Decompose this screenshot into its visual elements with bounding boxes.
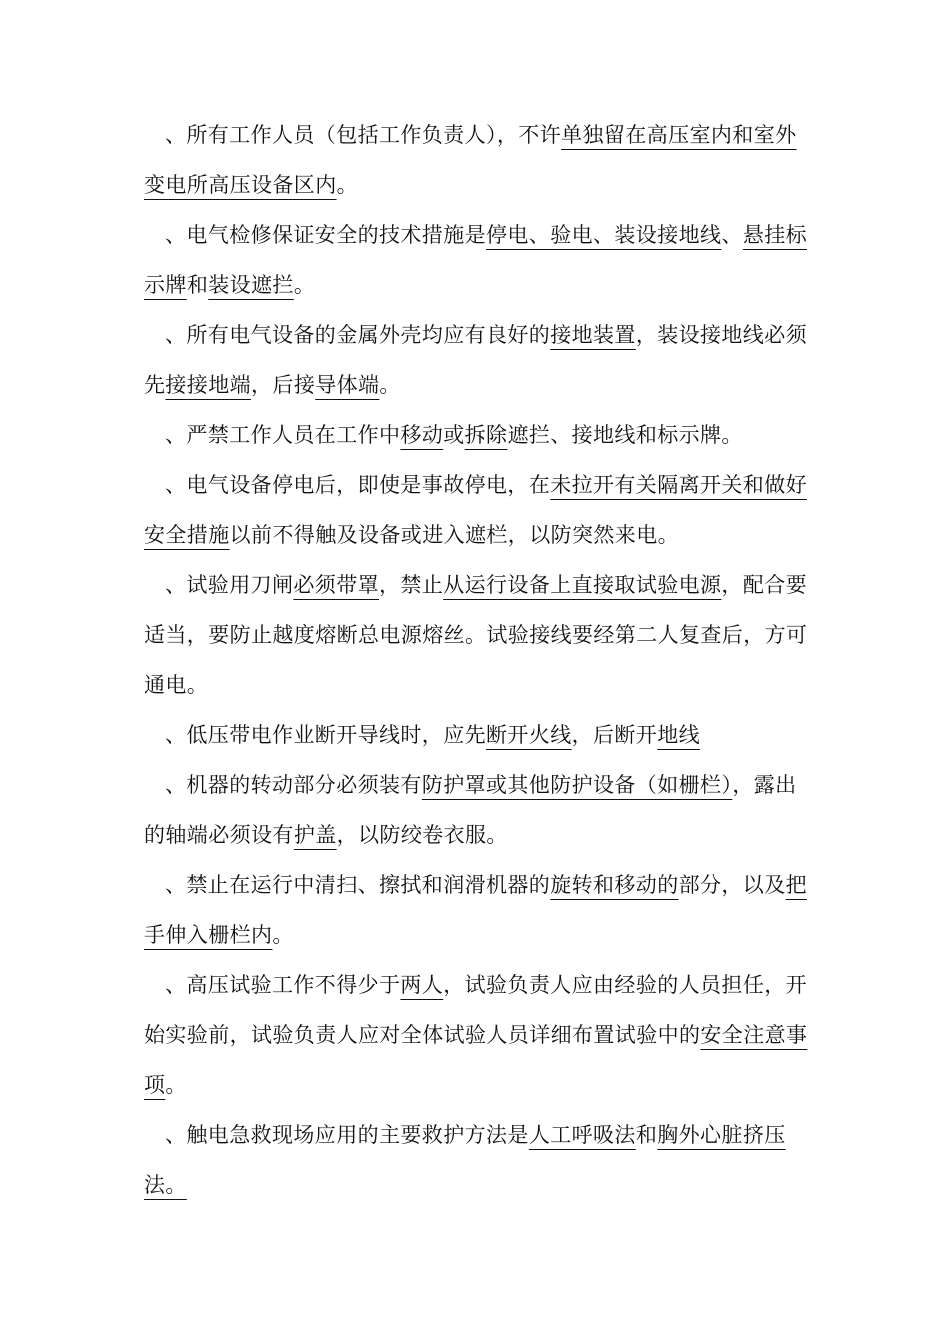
text-run: 、严禁工作人员在工作中 [165, 423, 401, 447]
text-run: ，后断开 [571, 723, 658, 747]
text-run: ，配合要适当，要防止越度熔断总电源熔丝。试验接线要经第二人复查后，方可通电。 [144, 573, 808, 697]
text-run: 遮拦、接地线和标示牌。 [507, 423, 743, 447]
text-run: 。 [379, 373, 401, 397]
text-run: 、机器的转动部分必须装有 [165, 773, 422, 797]
text-run: 。 [165, 1073, 187, 1097]
paragraph-11 [144, 1110, 810, 1210]
paragraph-4 [144, 410, 810, 460]
text-run: ，试验负责人应由经验的人员担任，开始实验前，试验负责人应对全体试验人员详细布置试验中的 [144, 973, 808, 1047]
underlined-answer: 装设遮拦 [208, 273, 294, 297]
text-run: 、所有工作人员（包括工作负责人），不许 [165, 123, 562, 147]
underlined-answer: 接地装置 [550, 323, 636, 347]
underlined-answer: 停电、验电、装设接地线 [486, 223, 722, 247]
underlined-answer: 导体端 [315, 373, 380, 397]
text-run: 部分，以及 [678, 873, 786, 897]
text-run: ，露出的轴端必须设有 [144, 773, 797, 847]
underlined-answer: 两人 [400, 973, 444, 997]
underlined-answer: 旋转和移动的 [550, 873, 679, 897]
text-run: 。 [272, 923, 294, 947]
paragraph-7 [144, 710, 810, 760]
text-run: ，禁止 [379, 573, 444, 597]
text-run: 、禁止在运行中清扫、擦拭和润滑机器的 [165, 873, 551, 897]
text-run: 、电气检修保证安全的技术措施是 [165, 223, 486, 247]
underlined-answer: 地线 [657, 723, 701, 747]
underlined-answer: 防护罩或其他防护设备（如栅栏） [421, 773, 733, 797]
text-run: ，以防绞卷衣服。 [336, 823, 508, 847]
paragraph-10 [144, 960, 810, 1110]
underlined-answer: 必须带罩 [293, 573, 380, 597]
text-run: 、所有电气设备的金属外壳均应有良好的 [165, 323, 551, 347]
underlined-answer: 未拉开有关隔离开关和做好安全措施 [144, 473, 808, 547]
underlined-answer: 移动 [400, 423, 444, 447]
underlined-answer: 胸外心脏挤压法。 [144, 1123, 786, 1197]
underlined-answer: 单独留在高压室内和室外变电所高压设备区内 [144, 123, 797, 197]
paragraph-1 [144, 110, 810, 210]
underlined-answer: 护盖 [293, 823, 337, 847]
underlined-answer: 人工呼吸法 [528, 1123, 636, 1147]
text-run: 、 [721, 223, 743, 247]
underlined-answer: 拆除 [464, 423, 508, 447]
paragraph-2 [144, 210, 810, 310]
paragraph-9 [144, 860, 810, 960]
underlined-answer: 从运行设备上直接取试验电源 [443, 573, 722, 597]
text-run: 、高压试验工作不得少于 [165, 973, 401, 997]
text-run: 、试验用刀闸 [165, 573, 294, 597]
text-run: 或 [443, 423, 465, 447]
underlined-answer: 接接地端 [165, 373, 252, 397]
text-run: 。 [336, 173, 359, 197]
text-run: 、触电急救现场应用的主要救护方法是 [165, 1123, 529, 1147]
text-run: ，后接 [251, 373, 316, 397]
text-run: 以前不得触及设备或进入遮栏，以防突然来电。 [229, 523, 680, 547]
underlined-answer: 断开火线 [486, 723, 572, 747]
text-run: 、电气设备停电后，即使是事故停电，在 [165, 473, 551, 497]
underlined-answer: 悬挂标示牌 [144, 223, 808, 297]
text-run: ，装设接地线必须先 [144, 323, 808, 397]
text-run: 和 [635, 1123, 658, 1147]
paragraph-6 [144, 560, 810, 710]
paragraph-5 [144, 460, 810, 560]
paragraph-3 [144, 310, 810, 410]
text-run: 。 [293, 273, 316, 297]
text-run: 和 [186, 273, 209, 297]
text-run: 、低压带电作业断开导线时，应先 [165, 723, 486, 747]
underlined-answer: 安全注意事项 [144, 1023, 808, 1097]
paragraph-8 [144, 760, 810, 860]
underlined-answer: 把手伸入栅栏内 [144, 873, 808, 947]
